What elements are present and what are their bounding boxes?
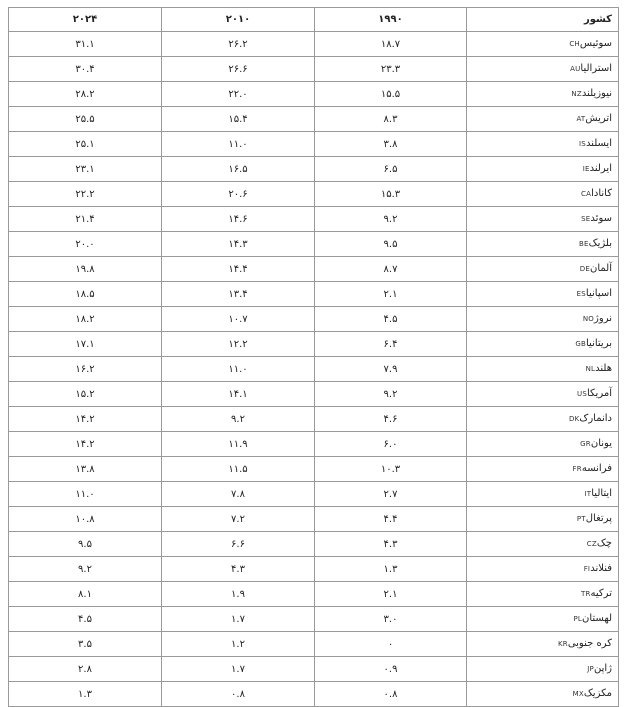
table-header <box>9 8 619 32</box>
value-1990: ۱۵.۳ <box>315 182 467 207</box>
country-code: ES <box>576 290 586 298</box>
table-row <box>9 307 619 332</box>
value-2010: ۱.۲ <box>162 632 315 657</box>
country-cell <box>467 357 619 382</box>
country-code: US <box>577 390 587 398</box>
table-row <box>9 657 619 682</box>
table-body <box>9 32 619 707</box>
value-2024: ۹.۵ <box>9 532 162 557</box>
table-row <box>9 82 619 107</box>
value-2024: ۲۳.۱ <box>9 157 162 182</box>
value-2010: ۱۲.۲ <box>162 332 315 357</box>
country-name: هلند <box>595 363 612 374</box>
country-cell <box>467 57 619 82</box>
country-name: اتریش <box>585 113 612 124</box>
value-1990: ۸.۳ <box>315 107 467 132</box>
table-row <box>9 132 619 157</box>
value-2024: ۱۰.۸ <box>9 507 162 532</box>
country-name: ترکیه <box>590 588 612 599</box>
country-name: ایرلند <box>589 163 612 174</box>
value-1990: ۰ <box>315 632 467 657</box>
country-name: کره جنوبی <box>567 638 612 649</box>
value-2024: ۲۵.۱ <box>9 132 162 157</box>
country-cell <box>467 657 619 682</box>
value-1990: ۶.۰ <box>315 432 467 457</box>
table-row <box>9 682 619 707</box>
country-cell <box>467 407 619 432</box>
value-2010: ۱۶.۵ <box>162 157 315 182</box>
value-2024: ۳۰.۴ <box>9 57 162 82</box>
value-2010: ۱.۹ <box>162 582 315 607</box>
table-row <box>9 157 619 182</box>
value-2010: ۱۴.۶ <box>162 207 315 232</box>
value-2024: ۲۱.۴ <box>9 207 162 232</box>
table-row <box>9 432 619 457</box>
country-name: چک <box>596 538 612 549</box>
country-name: لهستان <box>582 613 612 624</box>
country-cell <box>467 582 619 607</box>
value-2024: ۱۹.۸ <box>9 257 162 282</box>
value-2024: ۲.۸ <box>9 657 162 682</box>
country-name: پرتغال <box>585 513 612 524</box>
value-2024: ۱۸.۵ <box>9 282 162 307</box>
country-name: ژاپن <box>593 663 612 674</box>
table-row <box>9 507 619 532</box>
table-row <box>9 107 619 132</box>
value-2010: ۷.۸ <box>162 482 315 507</box>
value-2024: ۱۳.۸ <box>9 457 162 482</box>
country-name: بریتانیا <box>586 338 612 349</box>
table-row <box>9 582 619 607</box>
value-2024: ۳.۵ <box>9 632 162 657</box>
value-1990: ۶.۵ <box>315 157 467 182</box>
value-2010: ۱۴.۴ <box>162 257 315 282</box>
country-name: نیوزیلند <box>581 88 612 99</box>
country-code: IS <box>579 140 586 148</box>
value-2024: ۱.۳ <box>9 682 162 707</box>
country-cell <box>467 282 619 307</box>
table-row <box>9 282 619 307</box>
table-row <box>9 182 619 207</box>
country-code: CA <box>581 190 592 198</box>
country-name: آلمان <box>590 263 612 274</box>
country-cell <box>467 457 619 482</box>
value-2024: ۱۱.۰ <box>9 482 162 507</box>
value-1990: ۰.۸ <box>315 682 467 707</box>
country-name: فرانسه <box>581 463 612 474</box>
country-cell <box>467 482 619 507</box>
country-name: استرالیا <box>580 63 612 74</box>
header-row <box>9 8 619 32</box>
value-2024: ۹.۲ <box>9 557 162 582</box>
country-name: اسپانیا <box>585 288 612 299</box>
country-name: کانادا <box>591 188 612 199</box>
value-2024: ۱۴.۲ <box>9 407 162 432</box>
value-2010: ۱۱.۵ <box>162 457 315 482</box>
country-cell <box>467 507 619 532</box>
value-1990: ۲۳.۳ <box>315 57 467 82</box>
value-1990: ۰.۹ <box>315 657 467 682</box>
data-table <box>8 7 619 707</box>
value-2024: ۲۰.۰ <box>9 232 162 257</box>
value-2024: ۸.۱ <box>9 582 162 607</box>
header-2024: ۲۰۲۴ <box>9 8 162 32</box>
value-1990: ۲.۷ <box>315 482 467 507</box>
table-row <box>9 332 619 357</box>
value-1990: ۴.۵ <box>315 307 467 332</box>
value-1990: ۴.۴ <box>315 507 467 532</box>
value-1990: ۴.۳ <box>315 532 467 557</box>
value-1990: ۷.۹ <box>315 357 467 382</box>
value-2010: ۱۱.۰ <box>162 132 315 157</box>
country-code: FR <box>572 465 582 473</box>
table-row <box>9 57 619 82</box>
country-cell <box>467 382 619 407</box>
value-2024: ۴.۵ <box>9 607 162 632</box>
value-2024: ۲۸.۲ <box>9 82 162 107</box>
country-code: CH <box>569 40 580 48</box>
value-2010: ۰.۸ <box>162 682 315 707</box>
header-2010: ۲۰۱۰ <box>162 8 315 32</box>
value-1990: ۱۰.۳ <box>315 457 467 482</box>
country-name: یونان <box>590 438 612 449</box>
country-cell <box>467 632 619 657</box>
value-2010: ۱۰.۷ <box>162 307 315 332</box>
country-code: BE <box>579 240 589 248</box>
table-row <box>9 407 619 432</box>
country-name: ایتالیا <box>591 488 612 499</box>
table-row <box>9 482 619 507</box>
country-name: سوئیس <box>579 38 612 49</box>
value-2024: ۱۶.۲ <box>9 357 162 382</box>
table-row <box>9 357 619 382</box>
country-cell <box>467 232 619 257</box>
country-code: CZ <box>586 540 597 548</box>
value-2010: ۱.۷ <box>162 657 315 682</box>
value-2024: ۱۸.۲ <box>9 307 162 332</box>
country-cell <box>467 557 619 582</box>
value-2010: ۱۱.۰ <box>162 357 315 382</box>
value-2010: ۲۶.۲ <box>162 32 315 57</box>
value-1990: ۲.۱ <box>315 282 467 307</box>
country-cell <box>467 682 619 707</box>
value-2010: ۲۰.۶ <box>162 182 315 207</box>
value-2010: ۱۱.۹ <box>162 432 315 457</box>
table-row <box>9 557 619 582</box>
value-2024: ۳۱.۱ <box>9 32 162 57</box>
country-cell <box>467 332 619 357</box>
country-cell <box>467 32 619 57</box>
table-row <box>9 532 619 557</box>
value-1990: ۹.۲ <box>315 207 467 232</box>
value-2010: ۲۶.۶ <box>162 57 315 82</box>
country-code: FI <box>583 565 591 573</box>
value-2010: ۲۲.۰ <box>162 82 315 107</box>
table-row <box>9 632 619 657</box>
value-2024: ۲۲.۲ <box>9 182 162 207</box>
country-cell <box>467 307 619 332</box>
table-row <box>9 257 619 282</box>
country-code: GB <box>575 340 586 348</box>
country-cell <box>467 182 619 207</box>
header-country: کشور <box>467 8 619 32</box>
country-code: MX <box>572 690 584 698</box>
table-row <box>9 457 619 482</box>
country-name: دانمارک <box>579 413 612 424</box>
value-2010: ۱۳.۴ <box>162 282 315 307</box>
country-code: IT <box>584 490 592 498</box>
country-code: AU <box>570 65 581 73</box>
country-name: سوئد <box>590 213 612 224</box>
country-cell <box>467 257 619 282</box>
value-1990: ۱.۳ <box>315 557 467 582</box>
value-2010: ۱.۷ <box>162 607 315 632</box>
table-row <box>9 207 619 232</box>
value-2010: ۱۵.۴ <box>162 107 315 132</box>
country-cell <box>467 207 619 232</box>
value-1990: ۲.۱ <box>315 582 467 607</box>
country-code: SE <box>581 215 591 223</box>
value-2010: ۴.۳ <box>162 557 315 582</box>
country-cell <box>467 607 619 632</box>
country-code: AT <box>576 115 586 123</box>
country-code: NO <box>582 315 595 323</box>
value-2024: ۱۵.۲ <box>9 382 162 407</box>
value-1990: ۱۸.۷ <box>315 32 467 57</box>
header-1990: ۱۹۹۰ <box>315 8 467 32</box>
country-cell <box>467 532 619 557</box>
value-2010: ۹.۲ <box>162 407 315 432</box>
country-cell <box>467 432 619 457</box>
country-cell <box>467 82 619 107</box>
country-name: بلژیک <box>588 238 612 249</box>
value-1990: ۹.۵ <box>315 232 467 257</box>
value-2010: ۱۴.۱ <box>162 382 315 407</box>
country-code: PT <box>576 515 586 523</box>
country-cell <box>467 157 619 182</box>
value-1990: ۱۵.۵ <box>315 82 467 107</box>
country-cell <box>467 132 619 157</box>
table-row <box>9 32 619 57</box>
value-2010: ۶.۶ <box>162 532 315 557</box>
country-code: PL <box>573 615 582 623</box>
country-code: JP <box>587 665 594 673</box>
country-name: مکزیک <box>583 688 612 699</box>
country-code: NL <box>585 365 596 373</box>
value-1990: ۸.۷ <box>315 257 467 282</box>
table-row <box>9 607 619 632</box>
value-1990: ۳.۰ <box>315 607 467 632</box>
value-1990: ۶.۴ <box>315 332 467 357</box>
country-code: GR <box>580 440 591 448</box>
country-name: آمریکا <box>586 388 612 399</box>
table-row <box>9 232 619 257</box>
value-1990: ۳.۸ <box>315 132 467 157</box>
value-2024: ۱۴.۲ <box>9 432 162 457</box>
country-name: فنلاند <box>590 563 612 574</box>
value-1990: ۴.۶ <box>315 407 467 432</box>
country-code: TR <box>581 590 591 598</box>
country-code: NZ <box>571 90 582 98</box>
country-code: DK <box>568 415 580 423</box>
value-2024: ۲۵.۵ <box>9 107 162 132</box>
country-cell <box>467 107 619 132</box>
table-row <box>9 382 619 407</box>
table-container <box>8 7 618 707</box>
value-2010: ۱۴.۳ <box>162 232 315 257</box>
value-2024: ۱۷.۱ <box>9 332 162 357</box>
value-1990: ۹.۲ <box>315 382 467 407</box>
country-code: KR <box>557 640 568 648</box>
country-name: نروژ <box>594 313 612 324</box>
country-name: ایسلند <box>585 138 612 149</box>
country-code: DE <box>579 265 590 273</box>
value-2010: ۷.۲ <box>162 507 315 532</box>
country-code: IE <box>582 165 590 173</box>
